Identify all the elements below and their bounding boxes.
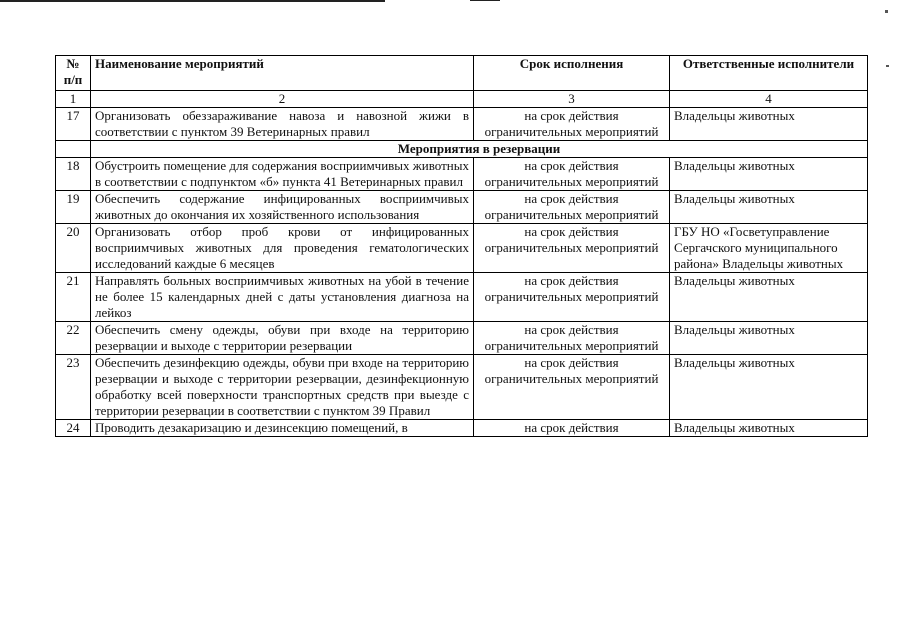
measures-table (55, 55, 868, 437)
measure-text: Организовать обеззараживание навоза и навозной жижи в соответствии с пунктом 39 Ветеринарных правил (91, 108, 474, 141)
table-row (56, 191, 868, 224)
column-number: 4 (670, 91, 868, 108)
row-number: 20 (56, 224, 91, 273)
term-text: на срок действия ограничительных мероприятий (474, 273, 670, 322)
section-spacer (56, 141, 91, 158)
measure-text: Направлять больных восприимчивых животных на убой в течение не более 15 календарных дней с даты установления диагноза на лейкоз (91, 273, 474, 322)
measure-text: Обеспечить смену одежды, обуви при входе на территорию резервации и выходе с территории резервации (91, 322, 474, 355)
table-row (56, 158, 868, 191)
header-measures: Наименование мероприятий (91, 56, 474, 91)
section-title: Мероприятия в резервации (91, 141, 868, 158)
measure-text: Обеспечить дезинфекцию одежды, обуви при входе на территорию резервации и выходе с территории резервации, дезинфекционную обработку всей поверхности транспортных средств при выезде с территории резервации в соответствии с пунктом 39 Правил (91, 355, 474, 420)
column-number: 3 (474, 91, 670, 108)
row-number: 17 (56, 108, 91, 141)
responsible-text: Владельцы животных (670, 158, 868, 191)
header-term: Срок исполнения (474, 56, 670, 91)
row-number: 21 (56, 273, 91, 322)
table-row (56, 420, 868, 437)
row-number: 18 (56, 158, 91, 191)
table-row (56, 224, 868, 273)
table-header-row (56, 56, 868, 91)
term-text: на срок действия ограничительных мероприятий (474, 191, 670, 224)
table-body (56, 108, 868, 437)
term-text: на срок действия ограничительных мероприятий (474, 322, 670, 355)
responsible-text: ГБУ НО «Госветуправление Сергачского муниципального района» Владельцы животных (670, 224, 868, 273)
measure-text: Обустроить помещение для содержания восприимчивых животных в соответствии с подпунктом «б» пункта 41 Ветеринарных правил (91, 158, 474, 191)
term-text: на срок действия ограничительных мероприятий (474, 158, 670, 191)
scan-speck (886, 65, 889, 67)
scan-top-line-right (470, 0, 500, 1)
column-number: 1 (56, 91, 91, 108)
term-text: на срок действия ограничительных мероприятий (474, 108, 670, 141)
responsible-text: Владельцы животных (670, 355, 868, 420)
header-number: № п/п (56, 56, 91, 91)
row-number: 19 (56, 191, 91, 224)
table-row (56, 108, 868, 141)
measure-text: Организовать отбор проб крови от инфицированных восприимчивых животных для проведения гематологических исследований каждые 6 месяцев (91, 224, 474, 273)
responsible-text: Владельцы животных (670, 108, 868, 141)
responsible-text: Владельцы животных (670, 273, 868, 322)
row-number: 22 (56, 322, 91, 355)
table-row (56, 273, 868, 322)
responsible-text: Владельцы животных (670, 420, 868, 437)
section-row (56, 141, 868, 158)
row-number: 24 (56, 420, 91, 437)
measure-text: Обеспечить содержание инфицированных восприимчивых животных до окончания их хозяйственного использования (91, 191, 474, 224)
header-responsible: Ответственные исполнители (670, 56, 868, 91)
term-text: на срок действия ограничительных мероприятий (474, 224, 670, 273)
responsible-text: Владельцы животных (670, 322, 868, 355)
scan-speck (885, 10, 888, 13)
column-number-row (56, 91, 868, 108)
responsible-text: Владельцы животных (670, 191, 868, 224)
term-text: на срок действия ограничительных мероприятий (474, 355, 670, 420)
table-row (56, 355, 868, 420)
term-text: на срок действия (474, 420, 670, 437)
measure-text: Проводить дезакаризацию и дезинсекцию помещений, в (91, 420, 474, 437)
row-number: 23 (56, 355, 91, 420)
column-number: 2 (91, 91, 474, 108)
table-row (56, 322, 868, 355)
scan-top-line (0, 0, 385, 2)
